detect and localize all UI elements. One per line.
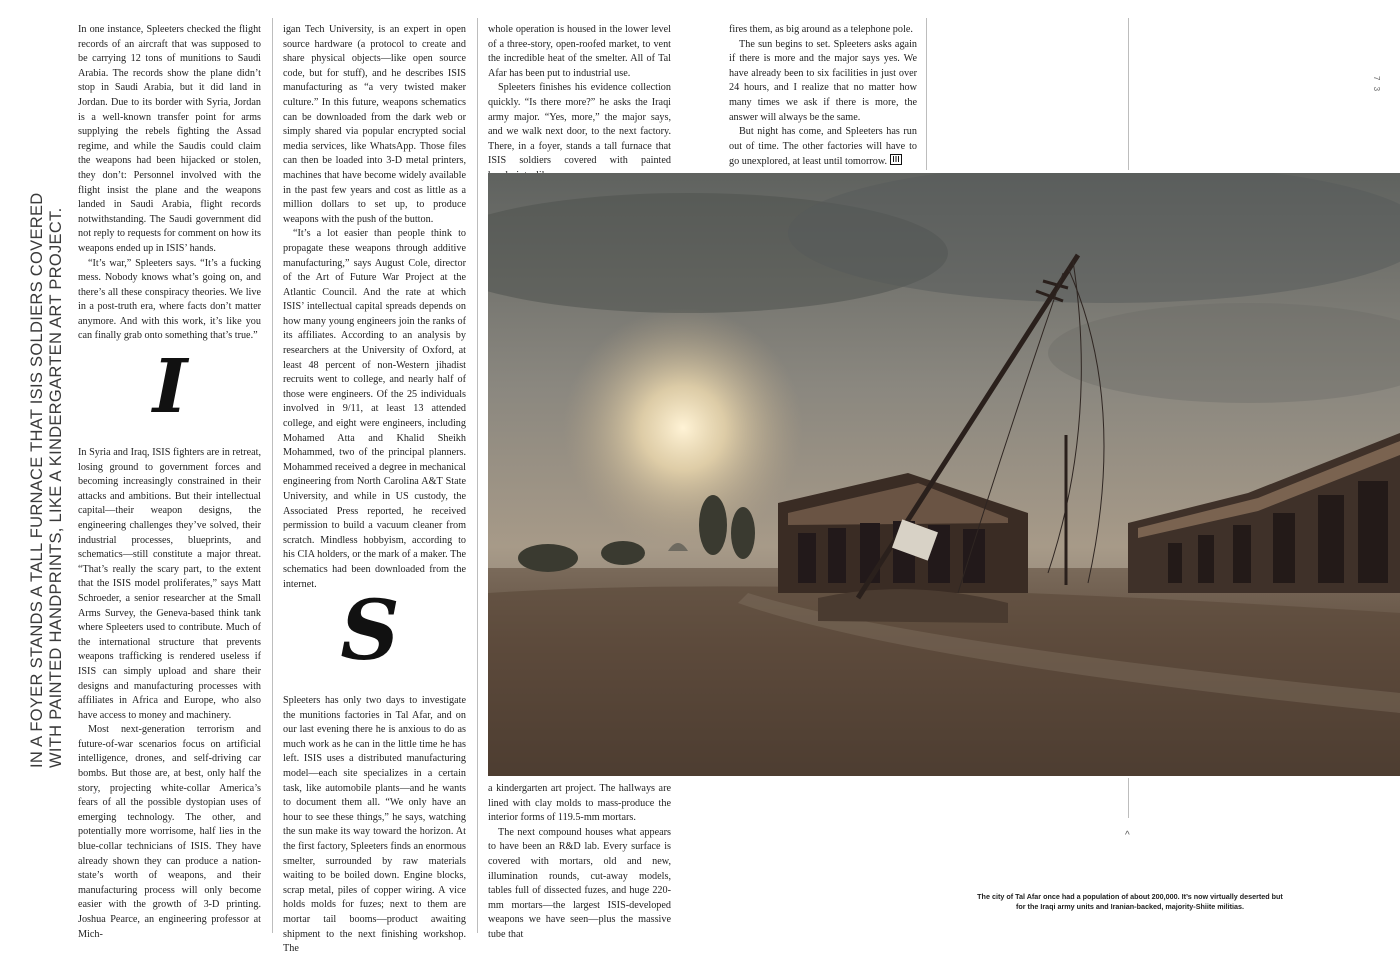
caption-caret: ^ xyxy=(1125,830,1130,841)
paragraph: a kindergarten art project. The hallways are lined with clay molds to mass-produce the interior forms of 119.5-mm mortars. xyxy=(488,783,671,824)
section-initial-s: S xyxy=(340,583,400,679)
paragraph: whole operation is housed in the lower level of a three-story, open-roofed market, to vent the incredible heat of the smelter. All of Tal Afar has been put to industrial use. xyxy=(488,24,671,79)
column-rule xyxy=(1128,778,1129,818)
column-rule xyxy=(1128,18,1129,170)
end-mark-icon xyxy=(890,154,902,165)
column-rule xyxy=(477,18,478,933)
pull-quote xyxy=(28,178,68,768)
paragraph: The sun begins to set. Spleeters asks again if there is more and the major says yes. We have already been to six facilities in just over 24 hours, and I realize that no matter how many times we ask if there is more, the answer will always be the same. xyxy=(729,38,917,123)
paragraph-text: But night has come, and Spleeters has run out of time. The other factories will have to go unexplored, at least until tomorrow. xyxy=(729,126,917,168)
photo-caption: The city of Tal Afar once had a population of about 200,000. It’s now virtually deserted but for the Iraqi army units and Iranian-backed, majority-Shiite militias. xyxy=(977,892,1283,911)
column-2-bottom xyxy=(283,694,466,957)
column-4-top xyxy=(729,23,917,170)
paragraph: “It’s a lot easier than people think to propagate these weapons through additive manufacturing,” says August Cole, director of the Art of Future War Project at the Atlantic Council. And the rate at which ISIS’ intellectual capital spreads depends on how many young engineers join the ranks of its affiliates. According to an analysis by researchers at the University of Oxford, at least 48 percent of non-Western jihadist recruits went to college, and nearly half of those were engineers. Of the 25 individuals involved in 9/11, at least 13 attended college, and eight were engineers, including Mohamed Atta and Khalid Sheikh Mohammed, two of the principal planners. Mohammed received a degree in mechanical engineering from North Carolina A&T State University, and while in US custody, the Associated Press reported, he received permission to build a vacuum cleaner from scratch. Mindless hobbyism, according to his CIA holders, or the mark of a maker. The schematics had been downloaded from the internet. xyxy=(283,228,466,590)
paragraph: Spleeters finishes his evidence collection quickly. “Is there more?” he asks the Iraqi army major. “Yes, more,” the major says, and we walk next door, to the next factory. There, in a foyer, stands a tall furnace that ISIS soldiers covered with painted xyxy=(488,82,671,167)
column-rule xyxy=(272,18,273,933)
tal-afar-photo xyxy=(488,173,1400,776)
paragraph: igan Tech University, is an expert in open source hardware (a protocol to create and share physical objects—like open source code, but for stuff), and he describes ISIS manufacturing as “a very twisted maker culture.” In this future, weapons schematics can be downloaded from the dark web or simply shared via popular encrypted social media services, like WhatsApp. Those files can then be loaded into 3-D metal printers, machines that have become widely available in the past few years and cost as little as a million dollars to set up, to produce weapons with the push of the button. xyxy=(283,24,466,225)
pull-quote-text: IN A FOYER STANDS A TALL FURNACE THAT ISIS SOLDIERS COVERED WITH PAINTED HANDPRINTS, LIKE A KINDERGARTEN ART PROJECT. xyxy=(28,192,65,768)
column-3-top xyxy=(488,23,671,184)
paragraph: In Syria and Iraq, ISIS fighters are in retreat, losing ground to government forces and becoming increasingly constrained in their attacks and ambitions. But their intellectual capital—their weapon designs, the engineering challenges they’ve solved, their industrial processes, blueprints, and schematics—still constitute a major threat. “That’s really the scary part, to the extent that the ISIS model proliferates,” says Matt Schroeder, a senior researcher at the Small Arms Survey, the Geneva-based think tank where Spleeters used to contribute. Much of the international structure that prevents weapons trafficking is rendered useless if ISIS can simply upload and share their designs and manufacturing processes with affiliates in Africa and Europe, who also have access to money and machinery. xyxy=(78,447,261,721)
paragraph: Spleeters has only two days to investigate the munitions factories in Tal Afar, and on our last evening there he is anxious to do as much work as he can in the little time he has left. ISIS uses a distributed manufacturing model—each site specializes in a certain task, like automobile plants—and he wants to document them all. “We only have an hour to see these things,” he says, watching the sun make its way toward the horizon. At the first factory, Spleeters finds an enormous smelter, surrounded by raw materials waiting to be boiled down. Engine blocks, scrap metal, piles of copper wiring. A vice holds molds for fuzes; next to them are mortar tail booms—product awaiting shipment to the next finishing workshop. The xyxy=(283,695,466,955)
paragraph: Most next-generation terrorism and future-of-war scenarios focus on artificial intelligence, drones, and self-driving car bombs. But those are, at best, only half the story, projecting white-collar America’s fears of all the possible dystopian uses of emerging technology. The other, and potentially more worrisome, half lies in the blue-collar technicians of ISIS. They have already shown they can produce a nation-state’s worth of weapons, and their manufacturing process will only become easier with the growth of 3-D printing. Joshua Pearce, an engineering professor at Mich- xyxy=(78,724,261,940)
paragraph: The next compound houses what appears to have been an R&D lab. Every surface is covered with mortars, old and new, illumination rounds, cut-away models, tables full of dissected fuzes, and huge 220-mm mortars—the largest ISIS-developed weapons we have seen—plus the massive tube that xyxy=(488,826,671,940)
paragraph xyxy=(729,125,917,170)
column-1-top xyxy=(78,23,261,344)
paragraph: In one instance, Spleeters checked the flight records of an aircraft that was supposed to be carrying 12 tons of munitions to Saudi Arabia. The records show the plane didn’t stop in Saudi Arabia, but it did land in Jordan. Due to its border with Syria, Jordan is a well-known transfer point for arms supplying the rebels fighting the Assad regime, and while the Saudis could claim the weapons had been hijacked or stolen, they don’t: Personnel involved with the flight insist the plane and the weapons landed in Saudi Arabia, flight records notwithstanding. The Saudi government did not reply to requests for comment on how its weapons ended up in ISIS’ hands. xyxy=(78,24,261,254)
page-number: 7 3 xyxy=(1372,75,1382,94)
paragraph: fires them, as big around as a telephone pole. xyxy=(729,24,913,35)
paragraph: “It’s war,” Spleeters says. “It’s a fucking mess. Nobody knows what’s going on, and there’s all these conspiracy theories. We live in a post-truth era, where facts don’t matter anymore. And with this work, it’s like you can finally grab onto something that’s true.” xyxy=(78,257,261,342)
column-rule xyxy=(926,18,927,170)
column-2-top xyxy=(283,23,466,592)
column-3-bottom xyxy=(488,782,671,943)
column-1-bottom xyxy=(78,446,261,942)
street-scene-illustration xyxy=(488,173,1400,776)
section-initial-i: I xyxy=(152,344,188,430)
